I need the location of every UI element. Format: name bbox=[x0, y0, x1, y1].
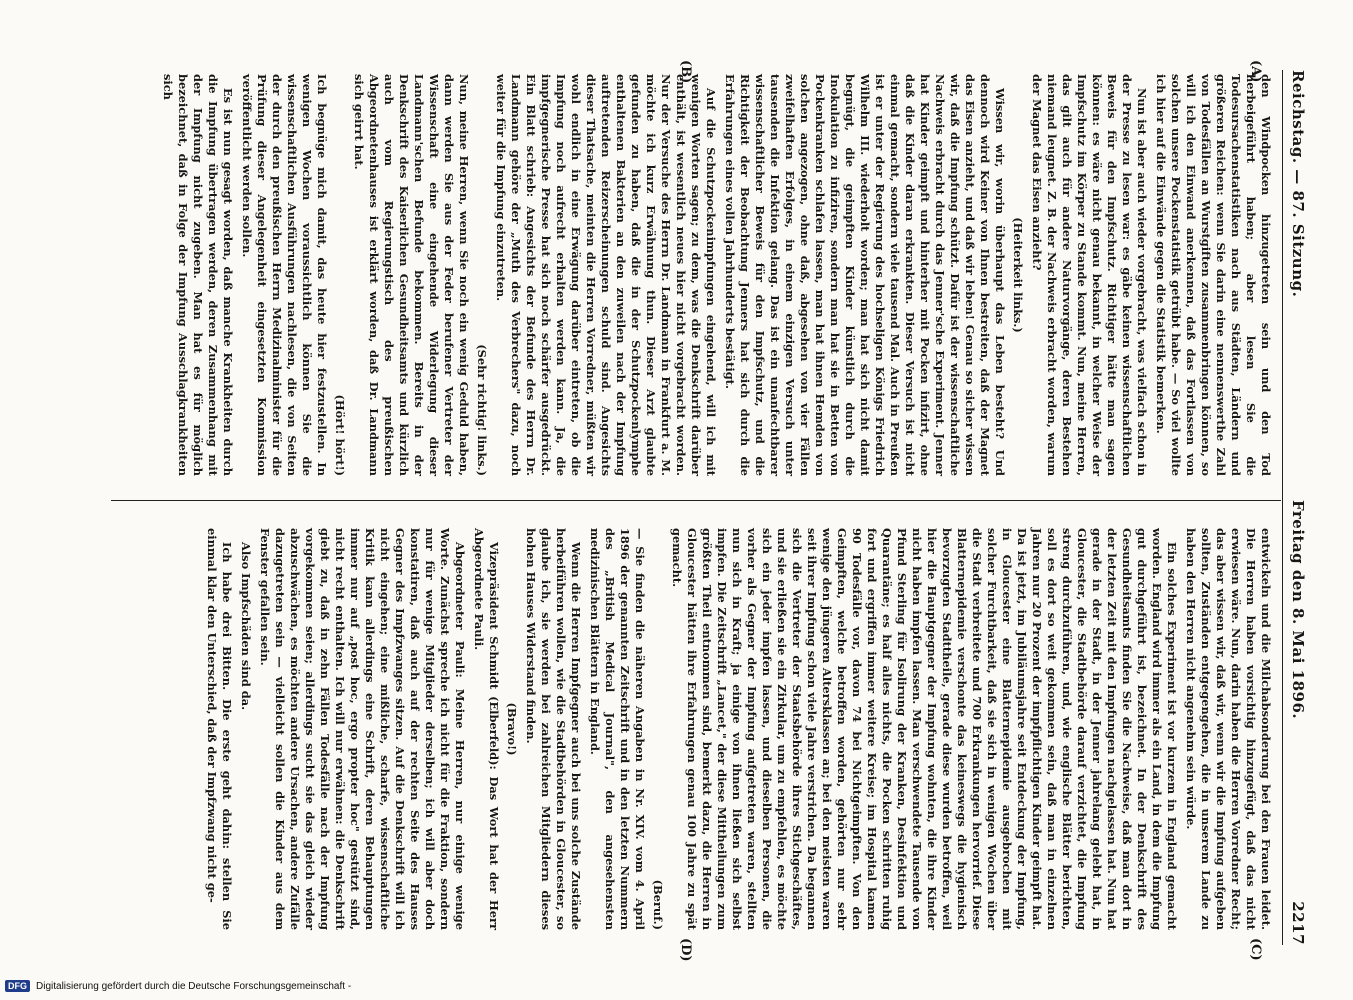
paragraph: (Heiterkeit links.) bbox=[1011, 217, 1025, 333]
text-column-right bbox=[123, 528, 1273, 930]
paragraph: Vizepräsident Schmidt (Elberfeld): Das Wort hat der Herr Abgeordnete Pauli. bbox=[472, 528, 501, 930]
paragraph: Also Impfschäden sind da. bbox=[239, 542, 253, 711]
header-left: Reichstag. — 87. Sitzung. bbox=[1289, 70, 1307, 298]
margin-mark-d: (D) bbox=[678, 938, 693, 962]
running-header bbox=[1281, 70, 1311, 945]
paragraph: Wenn die Herren Impfgegner auch bei uns solche Zustände herbeiführen wollen, wie die Stadtbehörden in Gloucester, so glaube ich, sie werden bei zahlreichen Mitgliedern dieses hohen Hauses Widerstand finden. bbox=[524, 528, 583, 930]
page-number: 2217 bbox=[1289, 901, 1307, 945]
margin-mark-c: (C) bbox=[1248, 938, 1263, 961]
footer-text: Digitalisierung gefördert durch die Deutsche Forschungsgemeinschaft - bbox=[36, 980, 352, 992]
header-rule bbox=[1282, 70, 1283, 945]
paragraph: Ich begnüge mich damit, das heute hier festzustellen. In wenigen Wochen voraussichtlich können Sie die wissenschaftlichen Ausführungen nachlesen, die von Seiten der durch den preußischen Herrn Medizinalminister für die Prüfung dieser Angelegenheit eingesetzten Kommission veröffentlicht werden sollen. bbox=[240, 74, 329, 476]
paragraph: (Bravo!) bbox=[505, 702, 519, 756]
paragraph: Ein solches Experiment ist vor kurzem in England gemacht worden. England wird immer als ein Land, in dem die Impfung gut durchgeführt ist, bezeichnet. In der Denkschrift des Gesundheitsamts finden Sie die Nachweise, daß man dort in der letzten Zeit mit den Impfungen nachgelassen hat. Nun hat gerade in der Stadt, in der Jenner jahrelang gelebt hat, in Gloucester, die Stadtbehörde darauf verzichtet, die Impfung streng durchzuführen, und, wie englische Blätter berichten, soll es dort so weit gekommen sein, daß man in einzelnen Jahren nur 20 Prozent der impfpflichtigen Kinder geimpft hat. Da ist jetzt, im Jubiläumsjahre seit Entdeckung der Impfung, in Gloucester eine Blatternepidemie ausgebrochen mit solcher Furchtbarkeit, daß sie sich in wenigen Wochen über die Stadt verbreitete und 700 Erkrankungen hervorrief. Diese Blatternepidemie verschonte das keineswegs die hygienisch bevorzugten Stadttheile, gerade diese wurden betroffen, weil hier die Hauptgegner der Impfung wohnten, die ihre Kinder nicht haben impfen lassen. Man verschwendete Tausende von Pfund Sterling für Isolirung der Kranken, Desinfektion und Quarantäne; es half alles nichts, die Pocken schritten ruhig fort und ergriffen immer weitere Kreise; im Hospital kamen 90 Todesfälle vor, davon 74 bei Nichtgeimpften. Von den Geimpften, welche betroffen worden, gehörten nur sehr wenige den jüngeren Altersklassen an; bei den meisten waren seit ihrer Impfung schon viele Jahre verstrichen. Da begannen sich die Vertreter der Staatsbehörde ihres Stichgeschäftes, und sie erließen sie ein Zirkular, um zu empfehlen, es möchte sich ein jeder impfen lassen, und dieselben Personen, die vorher als Gegner der Impfung aufgetreten waren, stellten nun sich in Kraft; ja einige von ihnen ließen sich selbst impfen. Die Zeitschrift „Lancet," der diese Mittheilungen zum größten Theil entnommen sind, bemerkt dazu, die Herren in Gloucester hätten ihre Erfahrungen genau 100 Jahre zu spät gemacht. bbox=[670, 528, 1179, 930]
paragraph: entwickeln und die Milchabsonderung bei den Frauen leidet. Die Herren haben vorsichtig hinzugefügt, daß das nicht erwiesen wäre. Nun, darin haben die Herren Vorredner Recht; das aber wissen wir, daß wir, wenn wir die Impfung aufgeben sollten, Zuständen entgegengehen, die in unserem Lande zu haben den Herren nicht angenehm sein würde. bbox=[1184, 528, 1273, 930]
paragraph: (Beruf.) bbox=[651, 879, 665, 930]
column-divider bbox=[111, 500, 1281, 501]
margin-mark-b: (B) bbox=[678, 60, 693, 84]
paragraph: Abgeordneter Pauli: Meine Herren, nur einige wenige Worte. Zunächst spreche ich nicht für die Fraktion, sondern nur für wenige Mitglieder derselben; ich will aber doch konstatiren, daß auch auf der rechten Seite des Hauses Gegner des Impfzwanges sitzen. Auf die Denkschrift will ich nicht eingehen; eine mißliche, scharfe, wissenschaftliche Kritik kann allerdings eine Schrift, deren Behauptungen immer nur auf „post hoc, ergo propter hoc" gestützt sind, nicht recht enthalten. Ich will nur erwähnen: die Denkschrift giebt zu, daß in zehn Fällen Todesfälle nach der Impfung vorgekommen seien; allerdings sucht sie das gleich wieder abzuschwächen, es möchten andere Ursachen, andere Zufälle dazugetreten sein — vielleicht sollen die Kinder aus dem Fenster gefallen sein. bbox=[258, 528, 467, 930]
paragraph: Wissen wir, worin überhaupt das Leben besteht? Und dennoch wird Keiner von Ihnen bestreiten, daß der Magnet das Eisen anzieht, und daß wir leben! Genau so sicher wissen wir, daß die Impfung schützt. Dafür ist der wissenschaftliche Nachweis erbracht durch das Jenner'sche Experiment. Jenner hat Kinder geimpft und hinterher mit Pocken infizirt, ohne daß die Kinder daran erkrankten. Dieser Versuch ist nicht einmal gemacht, sondern viele tausend Mal. Auch in Preußen ist er unter der Regierung des hochseligen Königs Friedrich Wilhelm III. wiederholt worden; man hat sich nicht damit begnügt, die geimpften Kinder künstlich durch die Inokulation zu infiziren, sondern man hat sie in Betten von Pockenkranken schlafen lassen, man hat ihnen Hemden von solchen angezogen, ohne daß, abgesehen von vier Fällen zweifelhaften Erfolges, in einem einzigen Versuch unter tausenden die Infektion gelang. Das ist ein unanfechtbarer wissenschaftlicher Beweis für den Impfschutz, und die Richtigkeit der Beobachtung Jenners hat sich durch die Erfahrungen eines vollen Jahrhunderts bestätigt. bbox=[723, 74, 1007, 476]
paragraph: den Windpocken hinzugetreten sein und den Tod herbeigeführt haben; aber lesen Sie die Todesursachenstatistiken nach aus Städten, Ländern und größeren Reichen: wenn Sie darin eine nennenswerthe Zahl von Todesfällen an Wurstgiften zusammenbringen können, so will ich den Einwand anerkennen, daß das Fortlassen von solchen unsere Pockenstatistik getrübt habe. — So viel wollte ich hier auf die Einwände gegen die Statistik bemerken. bbox=[1154, 74, 1273, 476]
text-column-left bbox=[123, 74, 1273, 476]
paragraph: Nun ist aber auch wieder vorgebracht, was vielfach schon in der Presse zu lesen war: es gäbe keinen wissenschaftlichen Beweis für den Impfschutz. Richtiger hätte man sagen können: es wäre nicht genau bekannt, in welcher Weise der Impfschutz im Körper zu Stande kommt. Nun, meine Herren, das gilt auch für andere Naturvorgänge, deren Bestehen niemand leugnet. Z. B. der Nachweis erbracht worden, warum der Magnet das Eisen anzieht? bbox=[1030, 74, 1149, 476]
digitization-footer bbox=[5, 980, 351, 992]
paragraph: Auf die Schutzpockenimpfungen eingehend, will ich mit wenigen Worten sagen; zu dem, was die Denkschrift darüber enthält, ist wesentlich neues hier nicht vorgebracht worden. Nur der Versuche des Herrn Dr. Landmann in Frankfurt a. M. möchte ich kurz Erwähnung thun. Dieser Arzt glaubte gefunden zu haben, daß die in der Schutzpockenlymphe enthaltenen Bakterien an den zuweilen nach der Impfung auftretenden Reizerscheinungen schuld sind. Angesichts dieser Thatsache, meinten die Herren Vorredner, müßten wir wohl endlich in eine Erwägung darüber eintreten, ob die Impfung noch aufrecht erhalten werden kann. Ja, die impfgegnerische Presse hat sich noch schärfer ausgedrückt. Ein Blatt schrieb: Angesichts der Befunde des Herrn Dr. Landmann gehöre der „Muth des Verbrechers" dazu, noch weiter für die Impfung einzutreten. bbox=[494, 74, 718, 476]
paragraph: Nun, meine Herren, wenn Sie noch ein wenig Geduld haben, dann werden Sie aus der Feder berufener Vertreter der Wissenschaft eine eingehende Widerlegung dieser Landmann'schen Befunde bekommen. Bereits in der Denkschrift des Kaiserlichen Gesundheitsamts und kürzlich auch vom Regierungstisch des preußischen Abgeordnetenhauses ist erklärt worden, daß Dr. Landmann sich geirrt hat. bbox=[352, 74, 471, 476]
header-date: Freitag den 8. Mai 1896. bbox=[1289, 500, 1307, 720]
paragraph: Es ist nun gesagt worden, daß manche Krankheiten durch die Impfung übertragen werden, deren Zusammenhang mit der Impfung nicht zugeben. Man hat es für möglich bezeichnet, daß in Folge der Impfung Ausschlagkrankheiten sich bbox=[161, 74, 235, 476]
paragraph: Ich habe drei Bitten. Die erste geht dahin: stellen Sie einmal klar den Unterschied, daß der Impfzwang nicht ge- bbox=[205, 528, 234, 930]
dfg-logo: DFG bbox=[5, 980, 30, 992]
paragraph: (Sehr richtig! links.) bbox=[475, 344, 489, 476]
margin-mark-a: (A) bbox=[1248, 60, 1263, 83]
paragraph: (Hört! hört!) bbox=[333, 394, 347, 476]
paragraph: — Sie finden die näheren Angaben in Nr. XIV. vom 4. April 1896 der genannten Zeitschrift und in den letzten Nummern des „British Medical Journal", den angesehensten medizinischen Blättern in England. bbox=[588, 528, 647, 930]
